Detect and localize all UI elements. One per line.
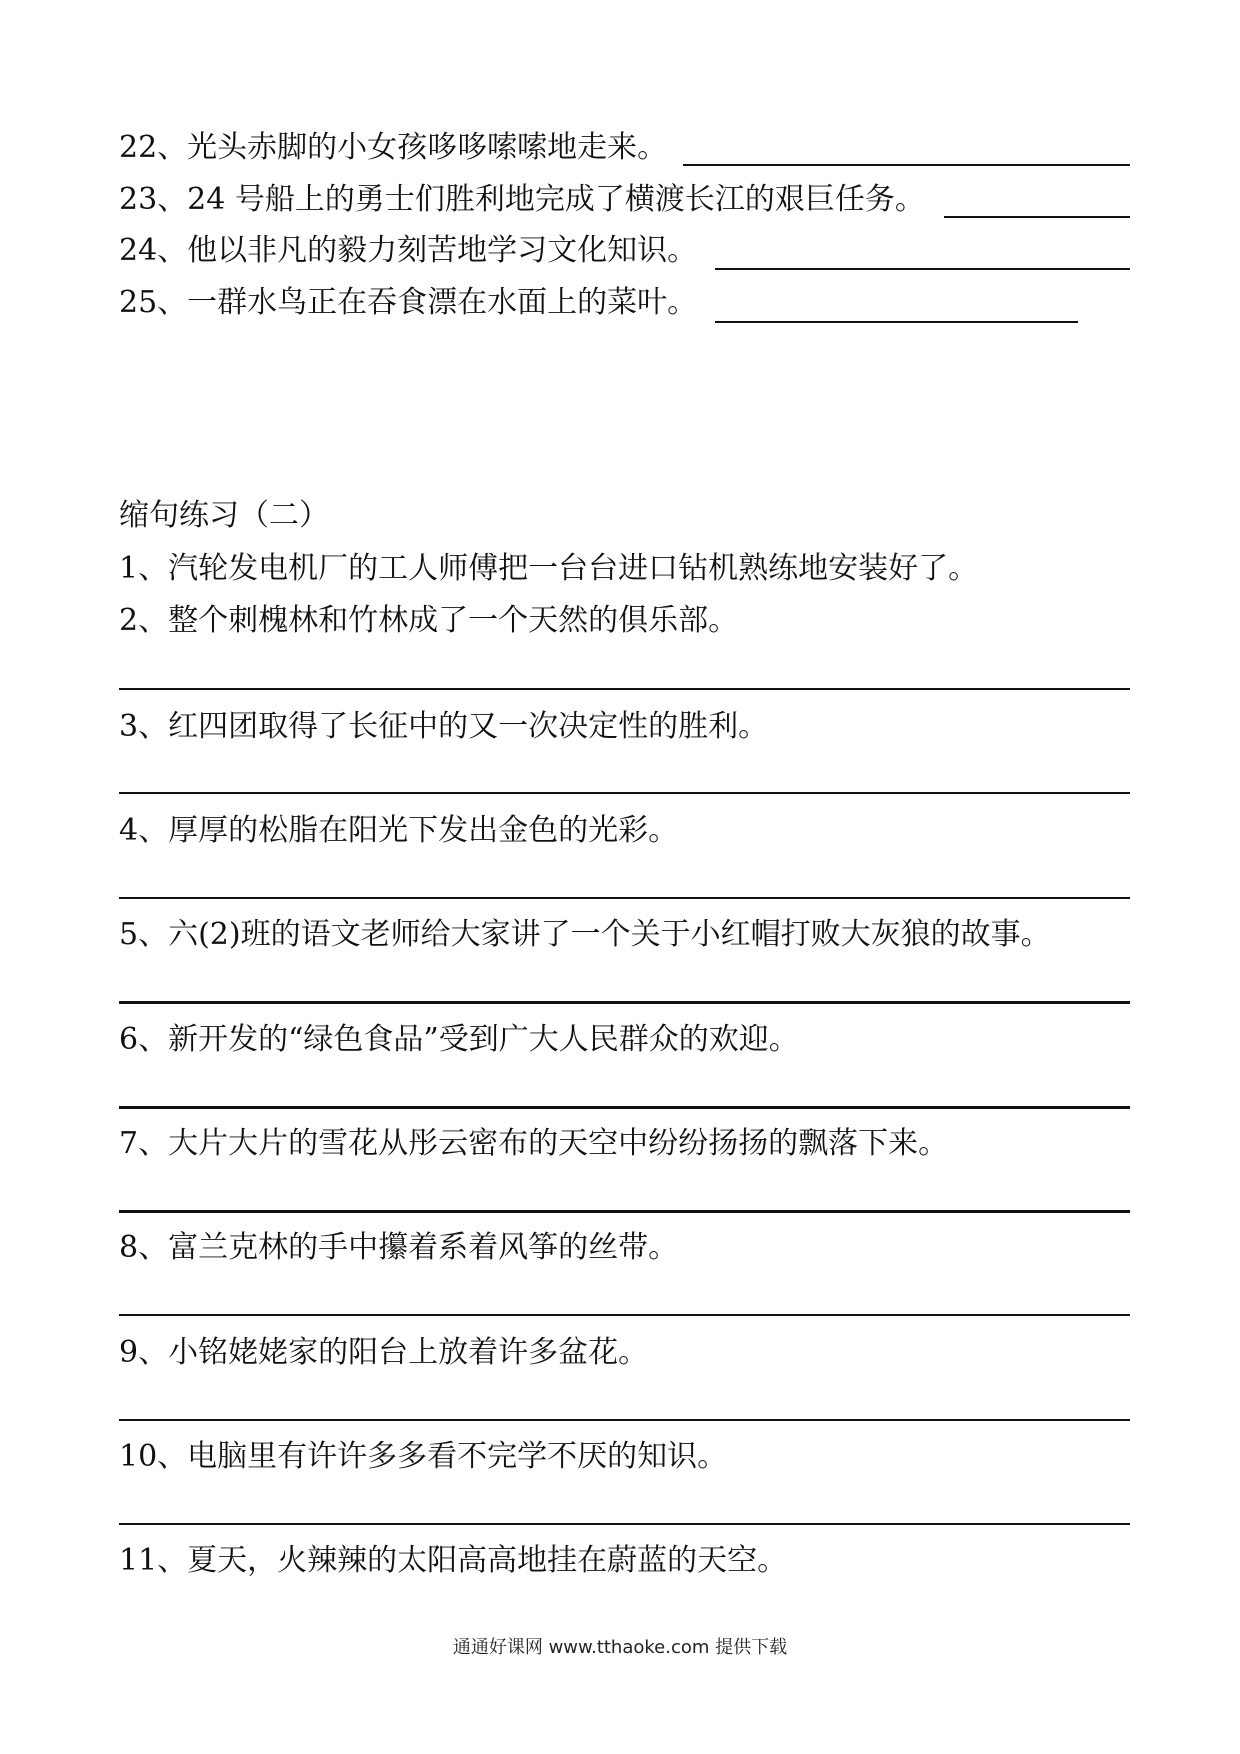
- exercise-text: 10、电脑里有许许多多看不完学不厌的知识。: [119, 1439, 728, 1474]
- exercise-text: 3、红四团取得了长征中的又一次决定性的胜利。: [119, 709, 769, 744]
- answer-blank[interactable]: [683, 164, 1130, 166]
- answer-line[interactable]: [119, 792, 1130, 794]
- exercise-text: 2、整个刺槐林和竹林成了一个天然的俱乐部。: [119, 603, 739, 638]
- exercise-item: [119, 1120, 948, 1168]
- exercise-item: [119, 1329, 648, 1377]
- question-25: [119, 279, 697, 327]
- question-22: [119, 124, 667, 172]
- question-text: 24、他以非凡的毅力刻苦地学习文化知识。: [119, 233, 698, 268]
- exercise-text: 9、小铭姥姥家的阳台上放着许多盆花。: [119, 1335, 649, 1370]
- exercise-text: 7、大片大片的雪花从彤云密布的天空中纷纷扬扬的飘落下来。: [119, 1126, 949, 1161]
- exercise-item: [119, 1433, 727, 1481]
- section-title: 缩句练习（二）: [119, 498, 329, 533]
- question-text: 25、一群水鸟正在吞食漂在水面上的菜叶。: [119, 285, 698, 320]
- exercise-item: [119, 703, 768, 751]
- question-23: [119, 176, 925, 224]
- answer-line[interactable]: [119, 1419, 1130, 1421]
- question-text: 22、光头赤脚的小女孩哆哆嗦嗦地走来。: [119, 130, 668, 165]
- exercise-item: [119, 1224, 678, 1272]
- answer-line[interactable]: [119, 1001, 1130, 1004]
- question-text: 23、24 号船上的勇士们胜利地完成了横渡长江的艰巨任务。: [119, 182, 925, 217]
- exercise-item: [119, 545, 978, 593]
- exercise-item: [119, 1537, 787, 1585]
- exercise-text: 8、富兰克林的手中攥着系着风筝的丝带。: [119, 1230, 679, 1265]
- answer-line[interactable]: [119, 688, 1130, 690]
- answer-blank[interactable]: [715, 268, 1130, 270]
- answer-line[interactable]: [119, 1210, 1130, 1213]
- exercise-item: [119, 807, 678, 855]
- exercise-item: [119, 911, 1051, 959]
- answer-line[interactable]: [119, 897, 1130, 899]
- question-24: [119, 227, 697, 275]
- answer-line[interactable]: [119, 1314, 1130, 1316]
- answer-line[interactable]: [119, 1523, 1130, 1525]
- exercise-text: 4、厚厚的松脂在阳光下发出金色的光彩。: [119, 813, 679, 848]
- exercise-item: [119, 1016, 799, 1064]
- exercise-text: 6、新开发的“绿色食品”受到广大人民群众的欢迎。: [119, 1022, 799, 1057]
- footer-credit: 通通好课网 www.tthaoke.com 提供下载: [452, 1637, 788, 1658]
- answer-line[interactable]: [119, 1106, 1130, 1109]
- exercise-item: [119, 597, 738, 645]
- exercise-text: 11、夏天，火辣辣的太阳高高地挂在蔚蓝的天空。: [119, 1543, 788, 1578]
- exercise-text: 5、六(2)班的语文老师给大家讲了一个关于小红帽打败大灰狼的故事。: [119, 917, 1051, 952]
- exercise-text: 1、汽轮发电机厂的工人师傅把一台台进口钻机熟练地安装好了。: [119, 551, 979, 586]
- answer-blank[interactable]: [715, 321, 1078, 323]
- answer-blank[interactable]: [944, 216, 1130, 218]
